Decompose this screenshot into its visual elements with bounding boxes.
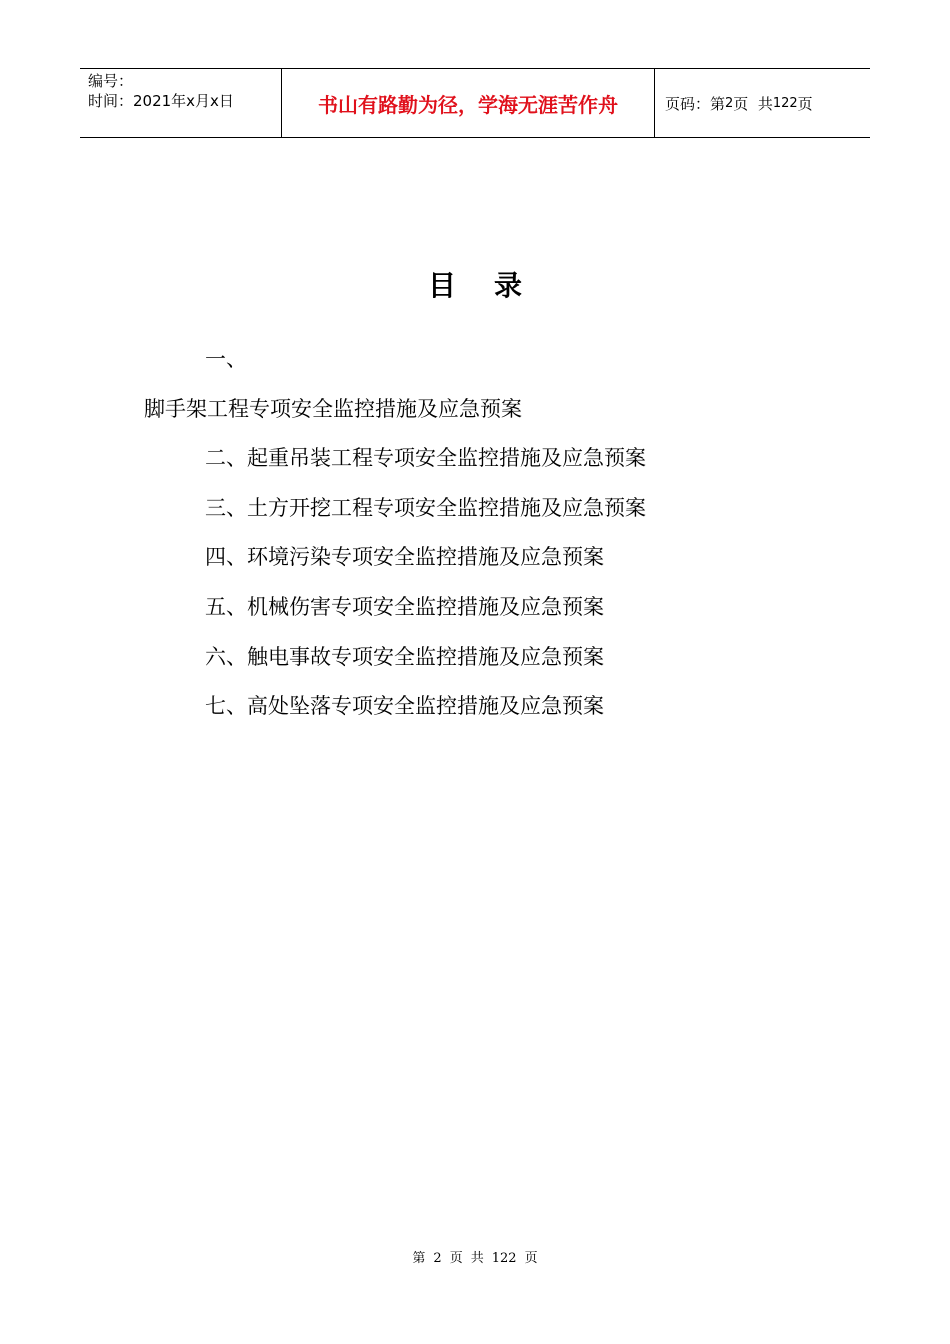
footer-ye-end: 页: [524, 1251, 538, 1266]
footer-gong: 共: [470, 1251, 484, 1266]
header-meta: [80, 69, 282, 137]
page-info-current: 2: [725, 95, 734, 111]
toc-item-1-number: 一、: [205, 347, 247, 371]
footer-total-pages: 122: [491, 1251, 517, 1266]
toc-item-6: 六、触电事故专项安全监控措施及应急预案: [205, 645, 604, 669]
page-header: [80, 68, 870, 138]
header-page-info: [655, 69, 870, 137]
toc-item-2: 二、起重吊装工程专项安全监控措施及应急预案: [205, 446, 646, 470]
document-date: 时间：2021年x月x日: [88, 92, 234, 110]
page-info-mid: 页 共: [733, 94, 773, 113]
header-motto: 书山有路勤为径，学海无涯苦作舟: [282, 69, 655, 137]
footer-ye: 页: [449, 1251, 463, 1266]
page-info-prefix: 页码：第: [665, 94, 726, 113]
toc-item-4: 四、环境污染专项安全监控措施及应急预案: [205, 545, 604, 569]
page-info-total: 122: [772, 95, 798, 111]
toc-item-7: 七、高处坠落专项安全监控措施及应急预案: [205, 694, 604, 718]
footer-current-page: 2: [433, 1251, 442, 1266]
toc-item-1-text: 脚手架工程专项安全监控措施及应急预案: [144, 397, 522, 421]
toc-item-3: 三、土方开挖工程专项安全监控措施及应急预案: [205, 496, 646, 520]
document-number-label: 编号：: [88, 72, 134, 90]
page-info-suffix: 页: [797, 94, 813, 113]
footer-di: 第: [412, 1251, 426, 1266]
toc-item-5: 五、机械伤害专项安全监控措施及应急预案: [205, 595, 604, 619]
toc-title: 目录: [427, 269, 560, 302]
page-footer: [0, 1247, 950, 1266]
